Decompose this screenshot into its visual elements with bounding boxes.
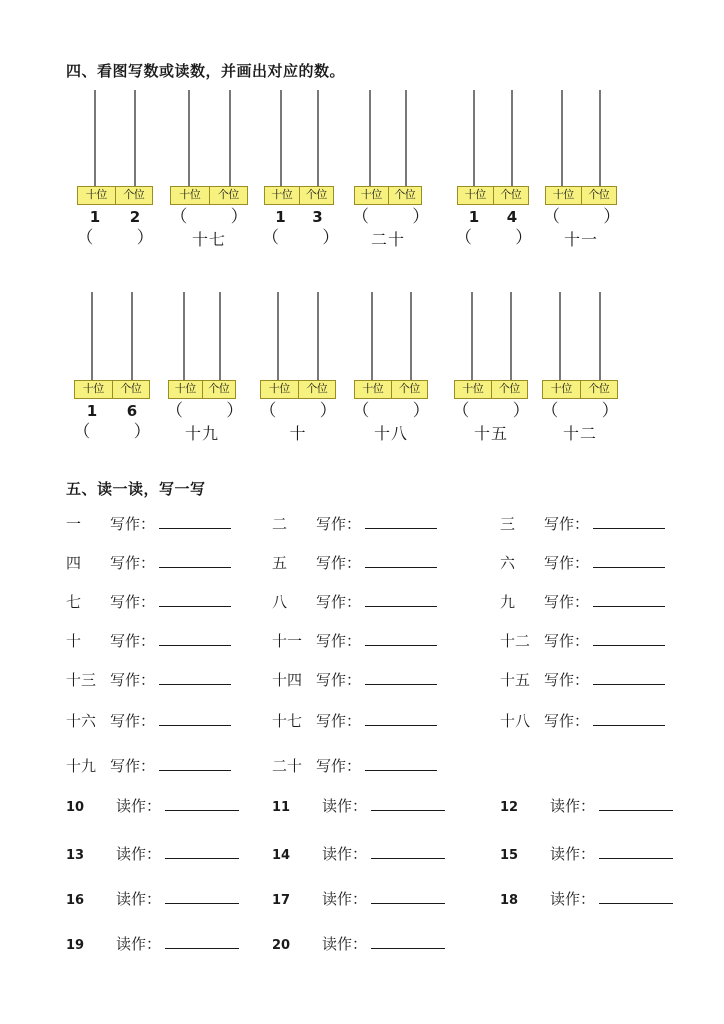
write-as-label: 写作：	[110, 671, 156, 689]
write-exercise-item	[500, 591, 665, 613]
abacus-rods	[72, 292, 152, 380]
ones-place-label: 个位	[123, 188, 145, 201]
read-exercise-item	[66, 888, 239, 912]
section-four-heading: 四、看图写数或读数，并画出对应的数。	[66, 62, 346, 80]
chinese-numeral-prompt: 十三	[66, 671, 97, 689]
abacus-rod-right	[229, 90, 231, 186]
abacus-rods	[452, 292, 530, 380]
write-as-label: 写作：	[544, 632, 590, 650]
place-value-box	[354, 186, 422, 205]
write-exercise-item	[272, 591, 437, 613]
exercise-row	[0, 755, 724, 777]
write-as-label: 写作：	[316, 712, 362, 730]
chinese-numeral-prompt: 五	[272, 554, 288, 572]
write-as-label: 写作：	[544, 712, 590, 730]
write-exercise-item	[272, 669, 437, 691]
chinese-numeral: 十九	[184, 424, 219, 444]
abacus-rod-right	[599, 292, 601, 380]
place-value-box	[168, 380, 236, 399]
answer-blank[interactable]	[599, 889, 673, 904]
write-as-label: 写作：	[316, 554, 362, 572]
abacus-rod-right	[599, 90, 601, 186]
number-answer-parenthesis[interactable]: （ ）	[259, 400, 337, 421]
write-as-label: 写作：	[110, 554, 156, 572]
word-answer-parenthesis[interactable]: （ ）	[262, 227, 340, 248]
chinese-numeral: 十一	[563, 230, 598, 250]
abacus-rods	[540, 292, 620, 380]
tens-digit: 1	[86, 401, 98, 420]
arabic-numeral-prompt: 16	[66, 893, 85, 908]
answer-blank[interactable]	[365, 670, 437, 685]
answer-blank[interactable]	[165, 889, 239, 904]
tens-digit: 1	[275, 207, 286, 226]
tens-place-label: 十位	[355, 187, 389, 204]
chinese-numeral-prompt: 十五	[500, 671, 531, 689]
answer-blank[interactable]	[159, 631, 231, 646]
write-as-label: 写作：	[544, 593, 590, 611]
write-exercise-item	[66, 710, 231, 732]
place-value-box	[170, 186, 248, 205]
write-exercise-item	[500, 513, 665, 535]
abacus-rod-right	[219, 292, 221, 380]
number-answer-parenthesis[interactable]: （ ）	[543, 206, 621, 227]
exercise-row	[0, 888, 724, 910]
answer-blank[interactable]	[159, 711, 231, 726]
abacus-rod-right	[405, 90, 407, 186]
tens-place-label: 十位	[458, 187, 494, 204]
abacus-item	[543, 90, 619, 249]
arabic-numeral-prompt: 10	[66, 800, 85, 815]
read-as-label: 读作：	[116, 845, 162, 863]
abacus-rods	[455, 90, 531, 186]
number-answer-parenthesis[interactable]: （ ）	[352, 206, 430, 227]
answer-blank[interactable]	[159, 553, 231, 568]
arabic-numeral-prompt: 18	[500, 893, 519, 908]
answer-blank[interactable]	[599, 796, 673, 811]
read-exercise-item	[500, 843, 673, 867]
abacus-row-1	[0, 90, 724, 275]
abacus-digits	[262, 208, 336, 226]
exercise-row	[0, 552, 724, 574]
write-exercise-item	[272, 630, 437, 652]
write-as-label: 写作：	[544, 515, 590, 533]
place-value-box	[260, 380, 336, 399]
word-answer-parenthesis[interactable]: （ ）	[76, 227, 154, 248]
exercise-row	[0, 933, 724, 955]
ones-place-label: 个位	[306, 382, 328, 395]
answer-blank[interactable]	[365, 631, 437, 646]
place-value-box	[545, 186, 617, 205]
read-as-label: 读作：	[322, 890, 368, 908]
abacus-rod-left	[371, 292, 373, 380]
abacus-rod-left	[188, 90, 190, 186]
write-exercise-item	[272, 755, 437, 777]
abacus-rods	[168, 90, 250, 186]
abacus-rod-left	[94, 90, 96, 186]
write-as-label: 写作：	[316, 593, 362, 611]
chinese-numeral: 十五	[473, 424, 508, 444]
chinese-numeral-prompt: 十一	[272, 632, 303, 650]
place-value-box	[542, 380, 618, 399]
abacus-rod-left	[559, 292, 561, 380]
chinese-numeral: 十二	[562, 424, 597, 444]
word-answer-parenthesis[interactable]: （ ）	[73, 421, 151, 442]
read-as-label: 读作：	[116, 935, 162, 953]
exercise-row	[0, 710, 724, 732]
read-as-label: 读作：	[550, 845, 596, 863]
tens-place-label: 十位	[543, 381, 581, 398]
answer-blank[interactable]	[159, 514, 231, 529]
number-answer-parenthesis[interactable]: （ ）	[166, 400, 244, 421]
ones-digit: 4	[506, 207, 518, 226]
answer-blank[interactable]	[593, 631, 665, 646]
read-exercise-item	[66, 795, 239, 819]
write-as-label: 写作：	[544, 671, 590, 689]
place-value-box	[457, 186, 529, 205]
write-exercise-item	[272, 710, 437, 732]
answer-blank[interactable]	[165, 844, 239, 859]
write-exercise-item	[500, 669, 665, 691]
abacus-rod-left	[473, 90, 475, 186]
read-as-label: 读作：	[550, 797, 596, 815]
write-exercise-item	[66, 669, 231, 691]
write-exercise-item	[66, 513, 231, 535]
tens-place-label: 十位	[171, 187, 210, 204]
chinese-numeral: 十八	[373, 424, 408, 444]
read-exercise-item	[66, 843, 239, 867]
chinese-numeral-prompt: 十四	[272, 671, 303, 689]
write-as-label: 写作：	[110, 632, 156, 650]
write-as-label: 写作：	[316, 632, 362, 650]
ones-digit: 3	[312, 207, 323, 226]
abacus-rod-left	[277, 292, 279, 380]
answer-blank[interactable]	[365, 553, 437, 568]
answer-blank[interactable]	[593, 670, 665, 685]
tens-place-label: 十位	[265, 187, 300, 204]
abacus-item	[72, 292, 152, 442]
abacus-item	[168, 90, 250, 249]
chinese-numeral: 十七	[191, 230, 226, 250]
arabic-numeral-prompt: 13	[66, 848, 85, 863]
exercise-row	[0, 513, 724, 535]
abacus-digits	[455, 208, 531, 226]
exercise-row	[0, 630, 724, 652]
answer-blank[interactable]	[165, 934, 239, 949]
arabic-numeral-prompt: 19	[66, 938, 85, 953]
abacus-item	[166, 292, 244, 444]
ones-place-label: 个位	[394, 188, 416, 201]
arabic-numeral-prompt: 20	[272, 938, 291, 953]
read-exercise-item	[272, 933, 445, 957]
write-exercise-item	[272, 513, 437, 535]
chinese-numeral-prompt: 一	[66, 515, 82, 533]
abacus-item	[452, 292, 530, 443]
tens-place-label: 十位	[169, 381, 203, 398]
read-as-label: 读作：	[116, 890, 162, 908]
abacus-item	[262, 90, 340, 248]
exercise-row	[0, 669, 724, 691]
ones-place-label: 个位	[588, 382, 610, 395]
read-as-label: 读作：	[116, 797, 162, 815]
abacus-rod-right	[511, 90, 513, 186]
ones-place-label: 个位	[500, 188, 522, 201]
arabic-numeral-prompt: 12	[500, 800, 519, 815]
write-exercise-item	[66, 591, 231, 613]
abacus-rod-right	[134, 90, 136, 186]
write-as-label: 写作：	[316, 671, 362, 689]
write-as-label: 写作：	[110, 757, 156, 775]
chinese-numeral: 十	[289, 424, 307, 444]
answer-blank[interactable]	[371, 934, 445, 949]
exercise-row	[0, 843, 724, 865]
tens-digit: 1	[89, 207, 101, 226]
read-exercise-item	[272, 888, 445, 912]
answer-blank[interactable]	[593, 553, 665, 568]
read-exercise-item	[500, 795, 673, 819]
write-as-label: 写作：	[316, 515, 362, 533]
ones-place-label: 个位	[398, 382, 420, 395]
answer-blank[interactable]	[593, 711, 665, 726]
place-value-box	[354, 380, 428, 399]
abacus-item	[352, 90, 430, 250]
tens-place-label: 十位	[75, 381, 113, 398]
ones-digit: 6	[126, 401, 138, 420]
chinese-numeral-prompt: 十七	[272, 712, 303, 730]
number-answer-parenthesis[interactable]: （ ）	[452, 400, 530, 421]
chinese-numeral-prompt: 十六	[66, 712, 97, 730]
place-value-box	[454, 380, 528, 399]
abacus-rod-right	[317, 292, 319, 380]
chinese-numeral-prompt: 十二	[500, 632, 531, 650]
section-five-heading: 五、读一读，写一写	[66, 480, 206, 498]
write-exercise-item	[500, 552, 665, 574]
abacus-rod-right	[317, 90, 319, 186]
write-exercise-item	[66, 552, 231, 574]
read-as-label: 读作：	[322, 797, 368, 815]
tens-place-label: 十位	[455, 381, 492, 398]
abacus-rods	[166, 292, 238, 380]
read-as-label: 读作：	[550, 890, 596, 908]
abacus-rods	[352, 292, 430, 380]
abacus-rods	[75, 90, 155, 186]
abacus-rods	[352, 90, 424, 186]
read-as-label: 读作：	[322, 935, 368, 953]
chinese-numeral-prompt: 四	[66, 554, 82, 572]
chinese-numeral-prompt: 九	[500, 593, 516, 611]
read-as-label: 读作：	[322, 845, 368, 863]
arabic-numeral-prompt: 15	[500, 848, 519, 863]
abacus-rod-left	[280, 90, 282, 186]
answer-blank[interactable]	[159, 670, 231, 685]
chinese-numeral-prompt: 十八	[500, 712, 531, 730]
abacus-rods	[258, 292, 338, 380]
read-exercise-item	[272, 843, 445, 867]
abacus-item	[352, 292, 430, 443]
chinese-numeral-prompt: 二十	[272, 757, 303, 775]
exercise-row	[0, 591, 724, 613]
abacus-item	[455, 90, 531, 248]
abacus-digits	[72, 402, 152, 420]
write-as-label: 写作：	[110, 515, 156, 533]
number-answer-parenthesis[interactable]: （ ）	[170, 206, 248, 227]
place-value-box	[77, 186, 153, 205]
answer-blank[interactable]	[593, 514, 665, 529]
write-as-label: 写作：	[110, 593, 156, 611]
chinese-numeral: 二十	[370, 230, 405, 250]
write-as-label: 写作：	[110, 712, 156, 730]
place-value-box	[74, 380, 150, 399]
ones-place-label: 个位	[217, 188, 239, 201]
abacus-rods	[543, 90, 619, 186]
abacus-rod-right	[510, 292, 512, 380]
answer-blank[interactable]	[159, 592, 231, 607]
answer-blank[interactable]	[371, 889, 445, 904]
chinese-numeral-prompt: 二	[272, 515, 288, 533]
number-answer-parenthesis[interactable]: （ ）	[352, 400, 430, 421]
write-exercise-item	[272, 552, 437, 574]
place-value-box	[264, 186, 334, 205]
chinese-numeral-prompt: 六	[500, 554, 516, 572]
abacus-digits	[75, 208, 155, 226]
ones-digit: 2	[129, 207, 141, 226]
arabic-numeral-prompt: 11	[272, 800, 291, 815]
abacus-rod-left	[369, 90, 371, 186]
tens-digit: 1	[468, 207, 480, 226]
abacus-rod-left	[183, 292, 185, 380]
abacus-item	[258, 292, 338, 443]
chinese-numeral-prompt: 三	[500, 515, 516, 533]
tens-place-label: 十位	[261, 381, 299, 398]
abacus-rod-right	[410, 292, 412, 380]
chinese-numeral-prompt: 十	[66, 632, 82, 650]
chinese-numeral-prompt: 八	[272, 593, 288, 611]
ones-place-label: 个位	[120, 382, 142, 395]
abacus-rod-left	[471, 292, 473, 380]
read-exercise-item	[66, 933, 239, 957]
word-answer-parenthesis[interactable]: （ ）	[455, 227, 533, 248]
abacus-rod-left	[561, 90, 563, 186]
answer-blank[interactable]	[365, 592, 437, 607]
abacus-row-2	[0, 292, 724, 472]
write-as-label: 写作：	[316, 757, 362, 775]
answer-blank[interactable]	[593, 592, 665, 607]
write-exercise-item	[500, 630, 665, 652]
arabic-numeral-prompt: 17	[272, 893, 291, 908]
answer-blank[interactable]	[371, 844, 445, 859]
tens-place-label: 十位	[355, 381, 392, 398]
tens-place-label: 十位	[78, 187, 116, 204]
abacus-item	[540, 292, 620, 443]
answer-blank[interactable]	[599, 844, 673, 859]
answer-blank[interactable]	[365, 711, 437, 726]
abacus-rod-right	[131, 292, 133, 380]
answer-blank[interactable]	[371, 796, 445, 811]
ones-place-label: 个位	[498, 382, 520, 395]
exercise-row	[0, 795, 724, 817]
write-exercise-item	[66, 755, 231, 777]
number-answer-parenthesis[interactable]: （ ）	[541, 400, 619, 421]
answer-blank[interactable]	[159, 756, 231, 771]
write-exercise-item	[66, 630, 231, 652]
answer-blank[interactable]	[365, 756, 437, 771]
ones-place-label: 个位	[588, 188, 610, 201]
chinese-numeral-prompt: 十九	[66, 757, 97, 775]
arabic-numeral-prompt: 14	[272, 848, 291, 863]
answer-blank[interactable]	[365, 514, 437, 529]
read-exercise-item	[272, 795, 445, 819]
abacus-rods	[262, 90, 336, 186]
abacus-rod-left	[91, 292, 93, 380]
ones-place-label: 个位	[305, 188, 327, 201]
ones-place-label: 个位	[208, 382, 230, 395]
write-as-label: 写作：	[544, 554, 590, 572]
abacus-item	[75, 90, 155, 248]
write-exercise-item	[500, 710, 665, 732]
answer-blank[interactable]	[165, 796, 239, 811]
chinese-numeral-prompt: 七	[66, 593, 82, 611]
read-exercise-item	[500, 888, 673, 912]
tens-place-label: 十位	[546, 187, 582, 204]
